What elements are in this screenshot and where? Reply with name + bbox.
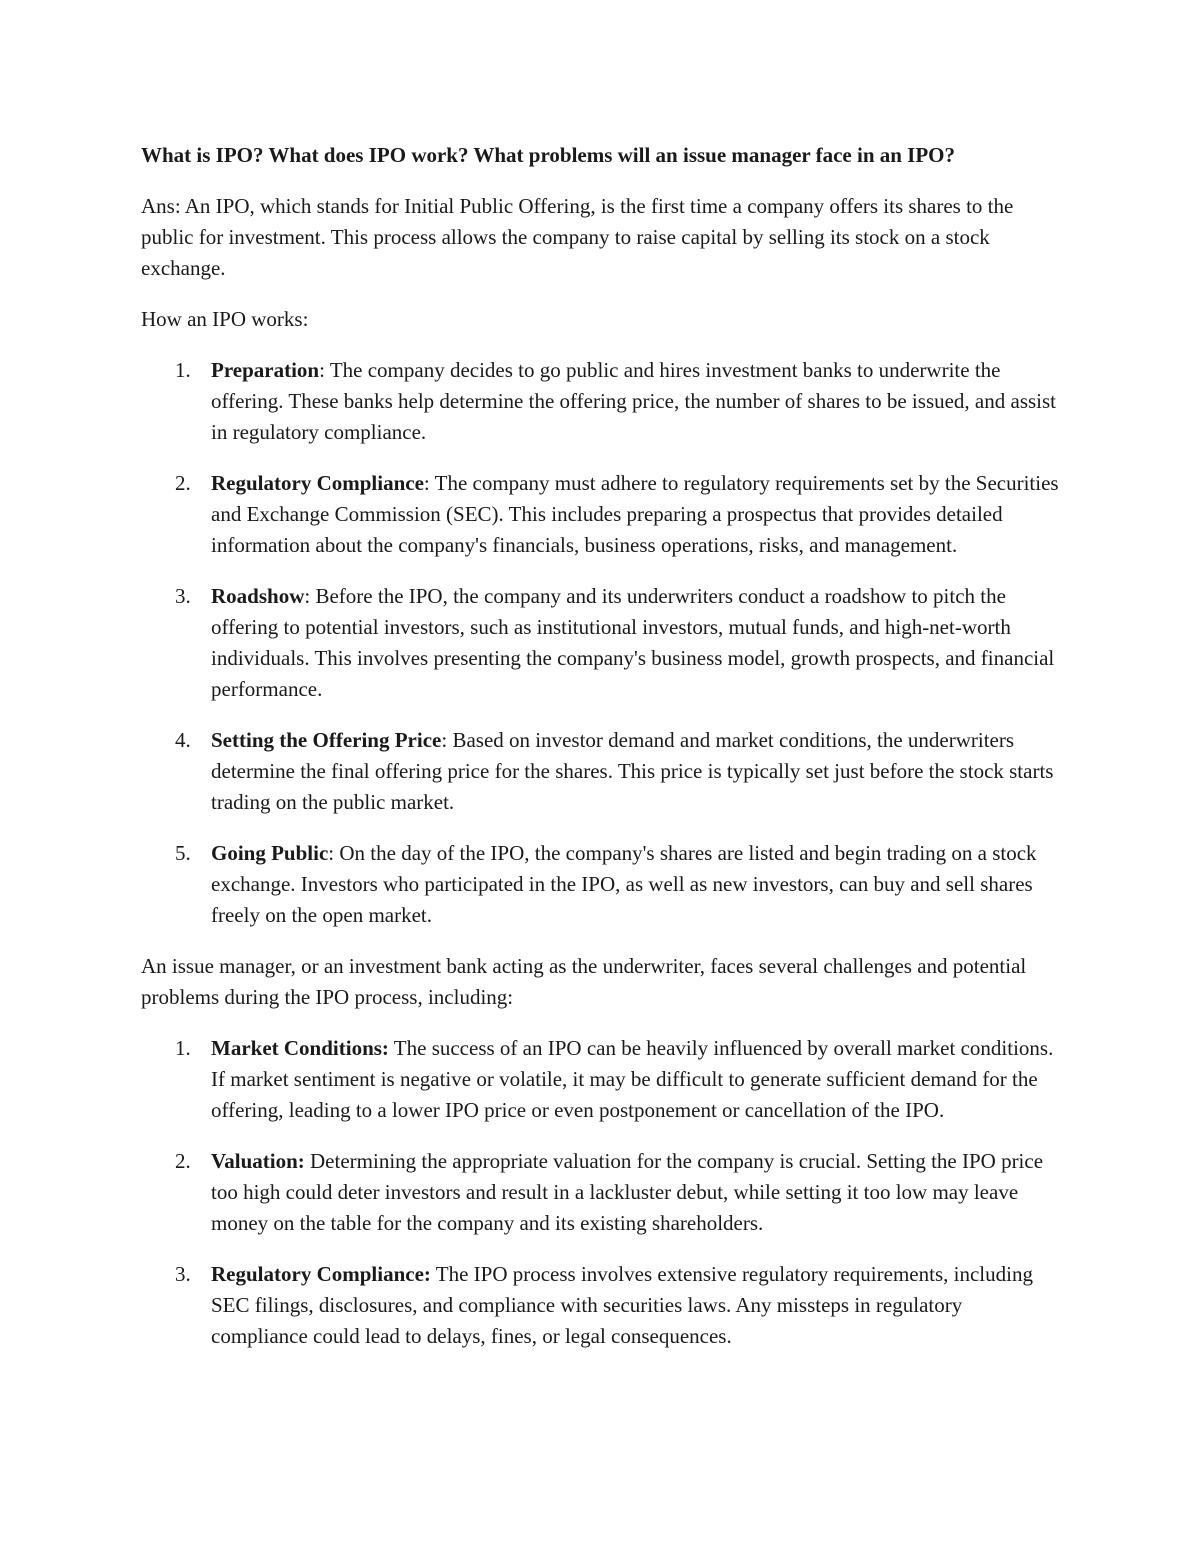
step-term: Going Public [211, 841, 329, 865]
question-heading: What is IPO? What does IPO work? What problems will an issue manager face in an IPO? [141, 143, 956, 167]
problem-term: Market Conditions: [211, 1036, 389, 1060]
list-item [141, 468, 1061, 561]
document-page [141, 140, 1061, 1372]
list-item [141, 1033, 1061, 1126]
list-item [141, 581, 1061, 705]
step-text: The company decides to go public and hires investment banks to underwrite the offering. These banks help determine the offering price, the number of shares to be issued, and assist in regulatory compliance. [211, 358, 1057, 444]
problem-text: Determining the appropriate valuation for the company is crucial. Setting the IPO price too high could deter investors and result in a lackluster debut, while setting it too low may leave money on the table for the company and its existing shareholders. [211, 1149, 1044, 1235]
how-heading: How an IPO works: [141, 307, 309, 331]
step-term: Preparation [211, 358, 320, 382]
list-item [141, 1146, 1061, 1239]
list-number: 4. [175, 728, 191, 752]
answer-intro: Ans: An IPO, which stands for Initial Public Offering, is the first time a company offers its shares to the public for investment. This process allows the company to raise capital by selling its stock on a stock exchange. [141, 194, 1014, 280]
list-number: 2. [175, 471, 191, 495]
step-separator: : [304, 584, 311, 608]
list-number: 2. [175, 1149, 191, 1173]
step-term: Roadshow [211, 584, 305, 608]
step-text: On the day of the IPO, the company's shares are listed and begin trading on a stock exchange. Investors who participated in the IPO, as well as new investors, can buy and sell shares freely on the open market. [211, 841, 1037, 927]
issue-manager-problems-list [141, 1033, 1061, 1352]
list-number: 3. [175, 1262, 191, 1286]
step-term: Regulatory Compliance [211, 471, 424, 495]
problems-intro: An issue manager, or an investment bank acting as the underwriter, faces several challenges and potential problems during the IPO process, including: [141, 954, 1027, 1009]
problem-term: Regulatory Compliance: [211, 1262, 431, 1286]
list-item [141, 838, 1061, 931]
problem-term: Valuation: [211, 1149, 305, 1173]
step-separator: : [441, 728, 448, 752]
list-number: 5. [175, 841, 191, 865]
list-number: 1. [175, 358, 191, 382]
ipo-steps-list [141, 355, 1061, 931]
list-number: 1. [175, 1036, 191, 1060]
step-text: The company must adhere to regulatory requirements set by the Securities and Exchange Commission (SEC). This includes preparing a prospectus that provides detailed information about the company's financials, business operations, risks, and management. [211, 471, 1059, 557]
list-item [141, 1259, 1061, 1352]
problem-text: The success of an IPO can be heavily influenced by overall market conditions. If market sentiment is negative or volatile, it may be difficult to generate sufficient demand for the offering, leading to a lower IPO price or even postponement or cancellation of the IPO. [211, 1036, 1054, 1122]
step-separator: : [319, 358, 325, 382]
list-number: 3. [175, 584, 191, 608]
list-item [141, 725, 1061, 818]
step-separator: : [328, 841, 335, 865]
step-text: Before the IPO, the company and its underwriters conduct a roadshow to pitch the offering to potential investors, such as institutional investors, mutual funds, and high-net-worth individuals. This involves presenting the company's business model, growth prospects, and financial performance. [211, 584, 1055, 701]
list-item [141, 355, 1061, 448]
step-term: Setting the Offering Price [211, 728, 442, 752]
problem-text: The IPO process involves extensive regulatory requirements, including SEC filings, disclosures, and compliance with securities laws. Any missteps in regulatory compliance could lead to delays, fines, or legal consequences. [211, 1262, 1033, 1348]
step-separator: : [423, 471, 430, 495]
step-text: Based on investor demand and market conditions, the underwriters determine the final offering price for the shares. This price is typically set just before the stock starts trading on the public market. [211, 728, 1054, 814]
